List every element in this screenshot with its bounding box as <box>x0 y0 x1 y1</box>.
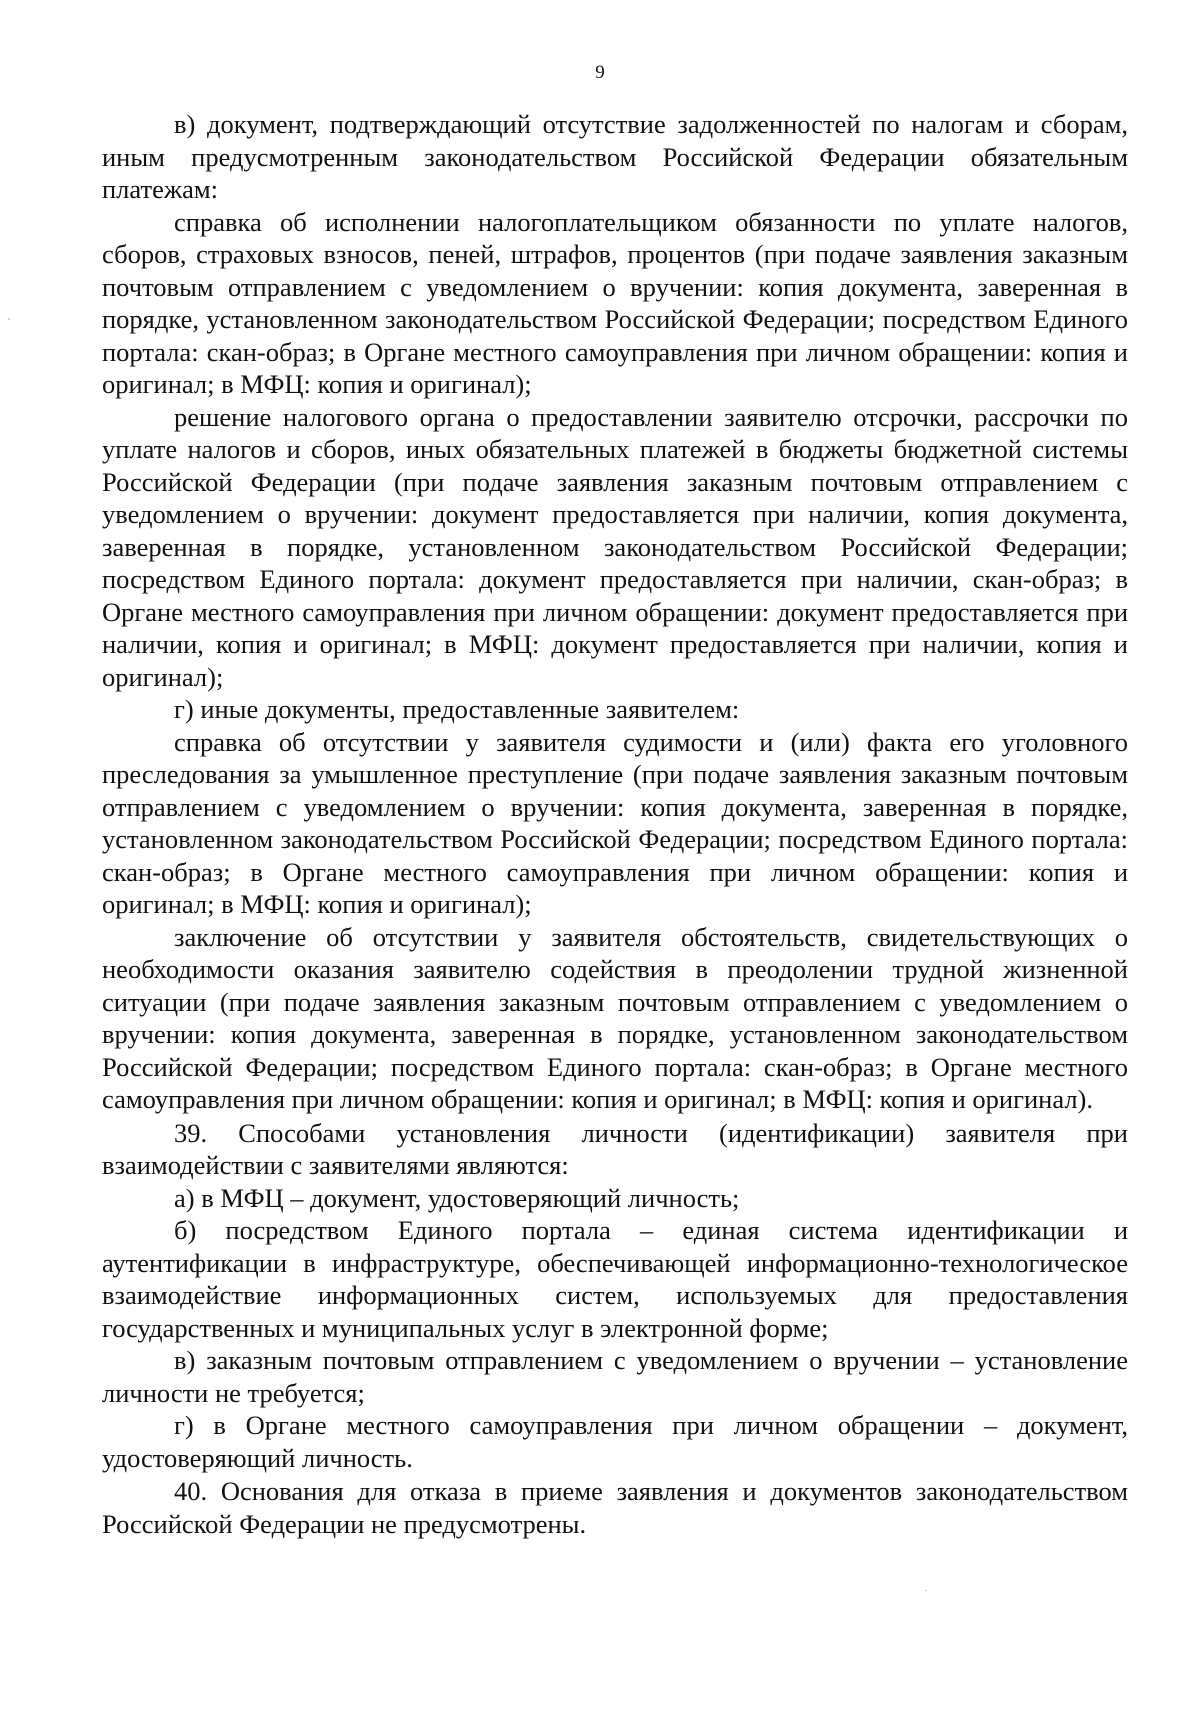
paragraph-39-v: в) заказным почтовым отправлением с уведомлением о вручении – установление личности не требуется; <box>102 1345 1128 1408</box>
paragraph-tax-certificate: справка об исполнении налогоплательщиком обязанности по уплате налогов, сборов, страховых взносов, пеней, штрафов, процентов (при подаче заявления заказным почтовым отправлением с уведомлением о вручении: копия документа, заверенная в порядке, установленном законодательством Российской Федерации; посредством Единого портала: скан-образ; в Органе местного самоуправления при личном обращении: копия и оригинал; в МФЦ: копия и оригинал); <box>102 206 1128 399</box>
paragraph-other-documents: г) иные документы, предоставленные заявителем: <box>174 694 740 724</box>
scan-speck <box>8 318 10 320</box>
paragraph-tax-debt-document: в) документ, подтверждающий отсутствие задолженностей по налогам и сборам, иным предусмотренным законодательством Российской Федерации обязательным платежам: <box>102 109 1128 204</box>
paragraph-40-refusal-grounds: 40. Основания для отказа в приеме заявления и документов законодательством Российской Федерации не предусмотрены. <box>102 1476 1128 1539</box>
page-number: 9 <box>595 62 605 83</box>
paragraph-39-identification: 39. Способами установления личности (идентификации) заявителя при взаимодействии с заявителями являются: <box>102 1117 1128 1180</box>
paragraph-tax-deferral-decision: решение налогового органа о предоставлении заявителю отсрочки, рассрочки по уплате налогов и сборов, иных обязательных платежей в бюджеты бюджетной системы Российской Федерации (при подаче заявления заказным почтовым отправлением с уведомлением о вручении: документ предоставляется при наличии, копия документа, заверенная в порядке, установленном законодательством Российской Федерации; посредством Единого портала: документ предоставляется при наличии, скан-образ; в Органе местного самоуправления при личном обращении: документ предоставляется при наличии, копия и оригинал; в МФЦ: документ предоставляется при наличии, копия и оригинал); <box>102 401 1128 692</box>
document-body <box>102 108 1128 1540</box>
paragraph-39-a: а) в МФЦ – документ, удостоверяющий личность; <box>174 1182 740 1213</box>
paragraph-39-b: б) посредством Единого портала – единая система идентификации и аутентификации в инфраструктуре, обеспечивающей информационно-технологическое взаимодействие информационных систем, используемых для предоставления государственных и муниципальных услуг в электронной форме; <box>102 1215 1128 1343</box>
paragraph-life-situation-conclusion: заключение об отсутствии у заявителя обстоятельств, свидетельствующих о необходимости оказания заявителю содействия в преодолении трудной жизненной ситуации (при подаче заявления заказным почтовым отправлением с уведомлением о вручении: копия документа, заверенная в порядке, установленном законодательством Российской Федерации; посредством Единого портала: скан-образ; в Органе местного самоуправления при личном обращении: копия и оригинал; в МФЦ: копия и оригинал). <box>102 921 1128 1114</box>
paragraph-39-g: г) в Органе местного самоуправления при личном обращении – документ, удостоверяющий личность. <box>102 1410 1128 1473</box>
scan-speck <box>925 1590 927 1591</box>
paragraph-criminal-record-certificate: справка об отсутствии у заявителя судимости и (или) факта его уголовного преследования за умышленное преступление (при подаче заявления заказным почтовым отправлением с уведомлением о вручении: копия документа, заверенная в порядке, установленном законодательством Российской Федерации; посредством Единого портала: скан-образ; в Органе местного самоуправления при личном обращении: копия и оригинал; в МФЦ: копия и оригинал); <box>102 726 1128 919</box>
